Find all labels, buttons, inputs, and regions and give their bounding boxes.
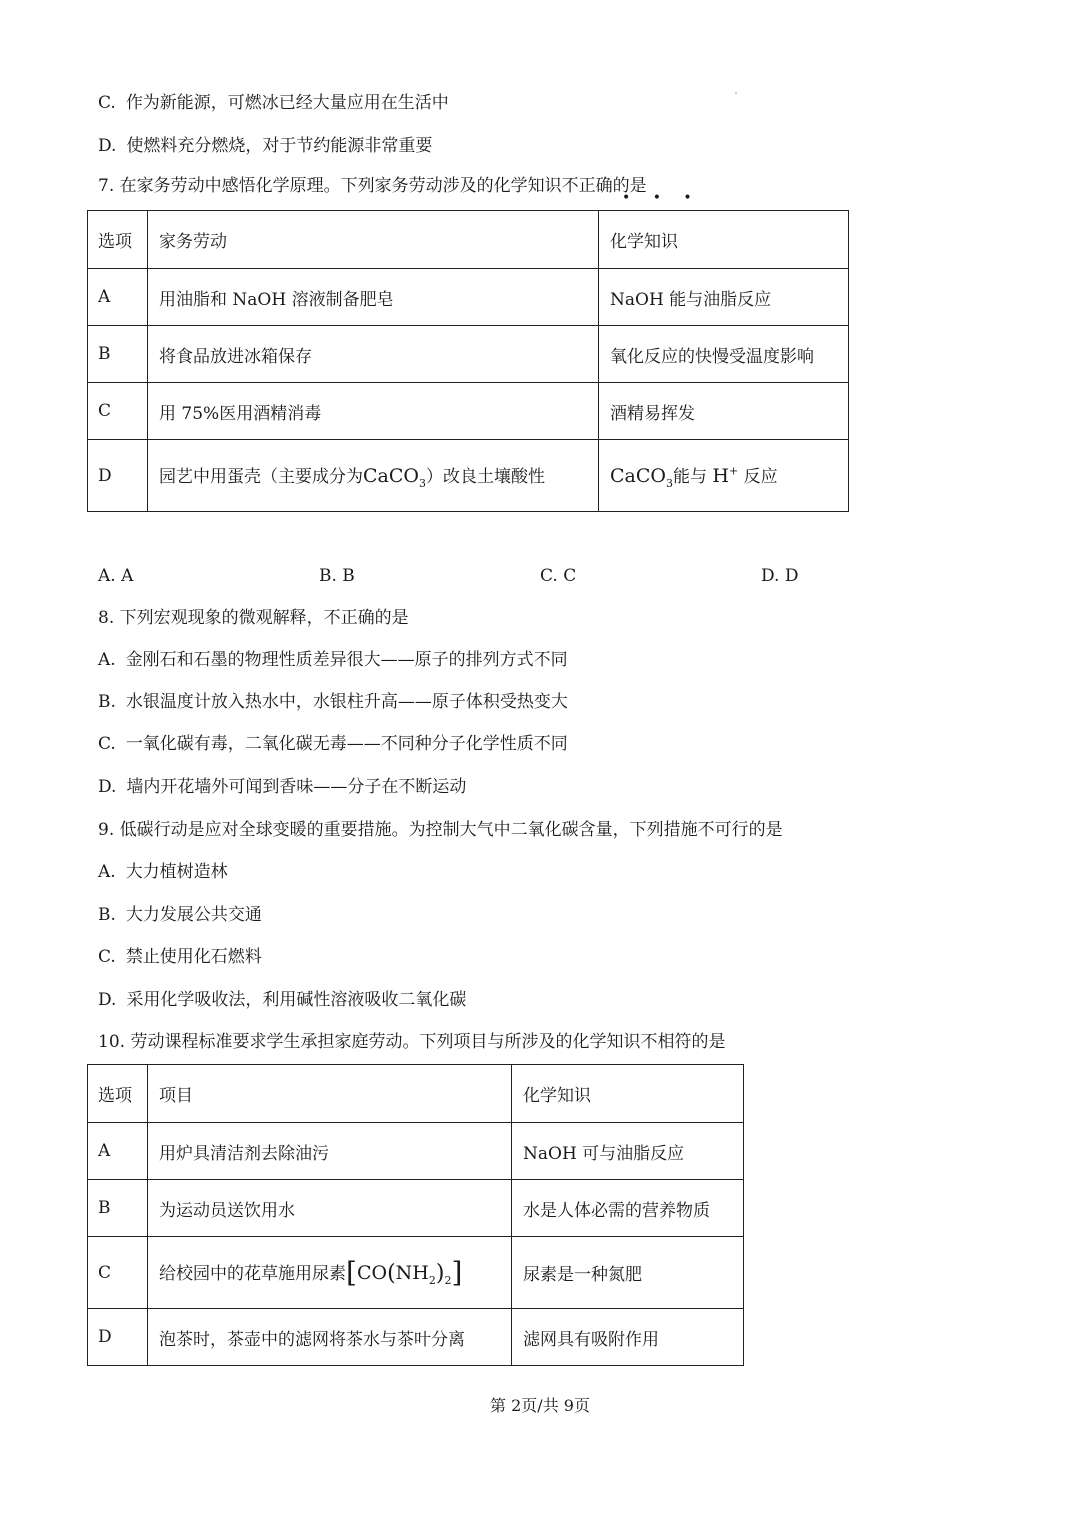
option-text: 大力植树造林 xyxy=(125,862,228,882)
row-project: 为运动员送饮用水 xyxy=(148,1180,512,1237)
q8-option-b xyxy=(98,690,568,714)
table-row xyxy=(88,440,849,512)
option-text: 使燃料充分燃烧，对于节约能源非常重要 xyxy=(126,136,433,156)
option-label: D. xyxy=(98,990,117,1010)
option-label: D. xyxy=(98,777,117,797)
answer-c[interactable]: C. C xyxy=(540,566,577,586)
chem-formula-caco3: CaCO$_3$ xyxy=(363,464,426,490)
row-option: A xyxy=(88,269,148,326)
row-knowledge xyxy=(599,440,849,512)
emphasis-dots: • • • xyxy=(622,190,701,206)
row-option: B xyxy=(88,326,148,383)
knowledge-text-mid: 能与 xyxy=(672,466,707,487)
row-labor xyxy=(148,440,599,512)
row-knowledge: 滤网具有吸附作用 xyxy=(512,1309,744,1366)
labor-text-post: ）改良土壤酸性 xyxy=(425,466,545,487)
row-knowledge: 氧化反应的快慢受温度影响 xyxy=(599,326,849,383)
row-labor: 将食品放进冰箱保存 xyxy=(148,326,599,383)
option-label: C. xyxy=(98,734,116,754)
row-option: D xyxy=(88,440,148,512)
row-project: 用炉具清洁剂去除油污 xyxy=(148,1123,512,1180)
header-knowledge: 化学知识 xyxy=(599,211,849,269)
q8-option-d xyxy=(98,775,466,799)
table-row xyxy=(88,326,849,383)
header-option: 选项 xyxy=(88,211,148,269)
q9-option-b xyxy=(98,903,262,927)
labor-text-pre: 园艺中用蛋壳（主要成分为 xyxy=(159,466,363,487)
q7-table xyxy=(87,210,849,512)
chem-formula-caco3: CaCO$_3$ xyxy=(610,464,673,490)
option-text: 大力发展公共交通 xyxy=(125,905,262,925)
page-footer: 第 2页/共 9页 xyxy=(490,1396,590,1415)
row-option: C xyxy=(88,1237,148,1309)
q9-option-c xyxy=(98,945,262,969)
table-row xyxy=(88,1180,744,1237)
answer-a[interactable]: A. A xyxy=(98,566,134,586)
q9-option-a xyxy=(98,860,228,884)
option-label: C. xyxy=(98,93,116,113)
answer-b[interactable]: B. B xyxy=(319,566,355,586)
option-text: 作为新能源，可燃冰已经大量应用在生活中 xyxy=(125,93,449,113)
option-text: 墙内开花墙外可闻到香味——分子在不断运动 xyxy=(126,777,467,797)
row-labor: 用 75%医用酒精消毒 xyxy=(148,383,599,440)
row-labor: 用油脂和 NaOH 溶液制备肥皂 xyxy=(148,269,599,326)
q9-stem: 9. 低碳行动是应对全球变暖的重要措施。为控制大气中二氧化碳含量，下列措施不可行的是 xyxy=(98,820,783,840)
table-header-row xyxy=(88,211,849,269)
row-option: C xyxy=(88,383,148,440)
table-row xyxy=(88,269,849,326)
q6-option-d xyxy=(98,134,432,158)
table-row xyxy=(88,383,849,440)
q9-option-d xyxy=(98,988,466,1012)
q10-stem: 10. 劳动课程标准要求学生承担家庭劳动。下列项目与所涉及的化学知识不相符的是 xyxy=(98,1032,726,1052)
row-knowledge: 酒精易挥发 xyxy=(599,383,849,440)
option-label: C. xyxy=(98,947,116,967)
q8-stem: 8. 下列宏观现象的微观解释，不正确的是 xyxy=(98,608,409,628)
option-text: 水银温度计放入热水中，水银柱升高——原子体积受热变大 xyxy=(125,692,568,712)
row-option: B xyxy=(88,1180,148,1237)
knowledge-text-post: 反应 xyxy=(743,466,778,487)
row-project xyxy=(148,1237,512,1309)
q8-option-a xyxy=(98,648,568,672)
chem-formula-urea: $[CO(NH_2)_2]$ xyxy=(346,1256,463,1289)
header-option: 选项 xyxy=(88,1065,148,1123)
q8-option-c xyxy=(98,732,568,756)
option-text: 一氧化碳有毒，二氧化碳无毒——不同种分子化学性质不同 xyxy=(125,734,568,754)
table-row xyxy=(88,1123,744,1180)
project-text-pre: 给校园中的花草施用尿素 xyxy=(159,1264,346,1284)
option-label: A. xyxy=(98,650,116,670)
chem-ion-h: H+ xyxy=(712,464,739,487)
option-label: B. xyxy=(98,905,116,925)
row-knowledge: NaOH 能与油脂反应 xyxy=(599,269,849,326)
option-label: D. xyxy=(98,136,117,156)
header-labor: 家务劳动 xyxy=(148,211,599,269)
q7-answers xyxy=(98,566,858,590)
row-project: 泡茶时，茶壶中的滤网将茶水与茶叶分离 xyxy=(148,1309,512,1366)
table-header-row xyxy=(88,1065,744,1123)
table-row xyxy=(88,1309,744,1366)
row-option: D xyxy=(88,1309,148,1366)
scan-speck xyxy=(735,92,737,94)
q10-table xyxy=(87,1064,744,1366)
row-knowledge: NaOH 可与油脂反应 xyxy=(512,1123,744,1180)
option-text: 金刚石和石墨的物理性质差异很大——原子的排列方式不同 xyxy=(125,650,568,670)
header-knowledge: 化学知识 xyxy=(512,1065,744,1123)
option-text: 采用化学吸收法，利用碱性溶液吸收二氧化碳 xyxy=(126,990,467,1010)
header-project: 项目 xyxy=(148,1065,512,1123)
q6-option-c xyxy=(98,91,449,115)
answer-d[interactable]: D. D xyxy=(761,566,799,586)
option-label: A. xyxy=(98,862,116,882)
row-option: A xyxy=(88,1123,148,1180)
option-label: B. xyxy=(98,692,116,712)
table-row xyxy=(88,1237,744,1309)
q7-stem: 7. 在家务劳动中感悟化学原理。下列家务劳动涉及的化学知识不正确的是 xyxy=(98,176,647,196)
option-text: 禁止使用化石燃料 xyxy=(125,947,262,967)
row-knowledge: 尿素是一种氮肥 xyxy=(512,1237,744,1309)
row-knowledge: 水是人体必需的营养物质 xyxy=(512,1180,744,1237)
